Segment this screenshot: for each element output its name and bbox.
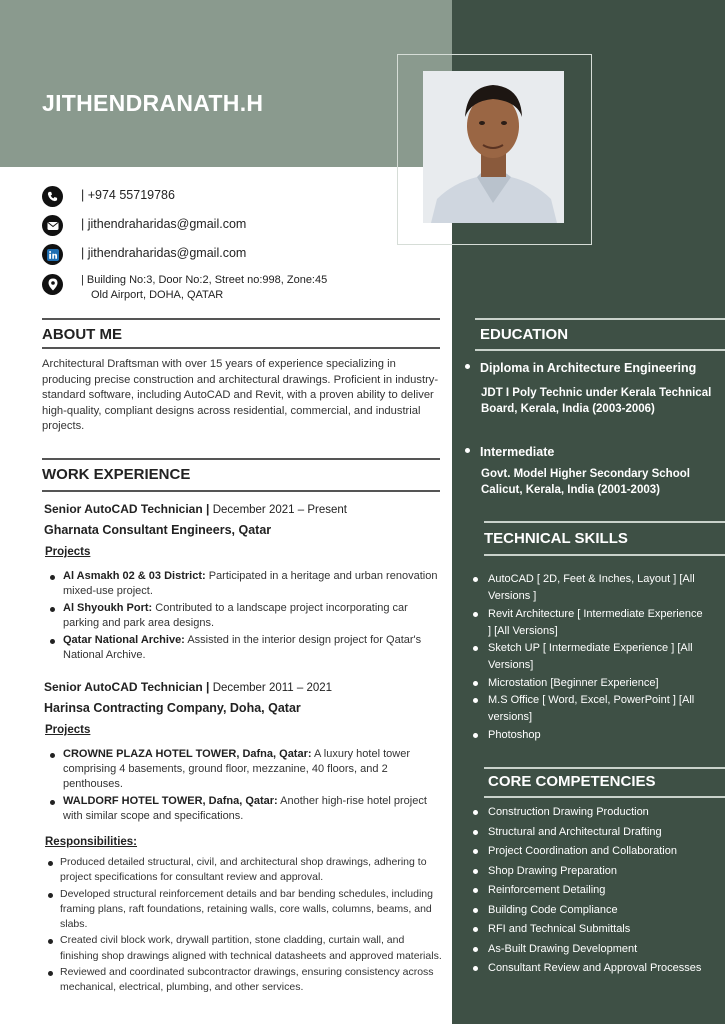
- phone-text: | +974 55719786: [81, 188, 175, 202]
- job-title: [44, 502, 347, 516]
- list-item: [44, 747, 446, 792]
- job-role: Senior AutoCAD Technician |: [44, 502, 210, 516]
- address-line-1: | Building No:3, Door No:2, Street no:998, Zone:45: [81, 274, 328, 286]
- project-name: Al Shyoukh Port:: [63, 602, 153, 614]
- education-details: Govt. Model Higher Secondary School Calicut, Kerala, India (2001-2003): [481, 468, 690, 496]
- phone-icon: [42, 186, 63, 207]
- education-title: EDUCATION: [480, 326, 569, 343]
- list-item: Project Coordination and Collaboration: [471, 842, 706, 862]
- list-item: Developed structural reinforcement details and bar bending schedules, including framing plans, raft foundations, retaining walls, core walls, columns, beams, and slabs.: [45, 887, 445, 933]
- divider: [484, 554, 725, 556]
- divider: [484, 767, 725, 769]
- projects-label: Projects: [45, 724, 91, 736]
- divider: [475, 349, 725, 351]
- address-text: [81, 273, 327, 303]
- divider: [484, 796, 725, 798]
- list-item: Produced detailed structural, civil, and architectural shop drawings, adhering to project specifications for consultant review and approval.: [45, 855, 445, 886]
- candidate-name: JITHENDRANATH.H: [42, 90, 264, 116]
- job-role: Senior AutoCAD Technician |: [44, 680, 210, 694]
- project-name: CROWNE PLAZA HOTEL TOWER, Dafna, Qatar:: [63, 748, 312, 760]
- work-title: WORK EXPERIENCE: [42, 466, 191, 483]
- project-desc: Assisted in the interior design project for Qatar's National Archive.: [63, 634, 422, 661]
- list-item: RFI and Technical Submittals: [471, 920, 706, 940]
- list-item: Sketch UP [ Intermediate Experience ] [All Versions]: [471, 640, 706, 675]
- job-company: Gharnata Consultant Engineers, Qatar: [44, 523, 272, 537]
- list-item: M.S Office [ Word, Excel, PowerPoint ] [All versions]: [471, 692, 706, 727]
- list-item: Shop Drawing Preparation: [471, 862, 706, 882]
- list-item: As-Built Drawing Development: [471, 940, 706, 960]
- list-item: Photoshop: [471, 727, 706, 744]
- list-item: Reinforcement Detailing: [471, 881, 706, 901]
- project-desc: Another high-rise hotel project with similar scope and specifications.: [63, 795, 427, 822]
- divider: [42, 458, 440, 460]
- competencies-title: CORE COMPETENCIES: [488, 773, 656, 790]
- linkedin-text[interactable]: | jithendraharidas@gmail.com: [81, 246, 247, 260]
- location-pin-icon: [42, 274, 63, 295]
- skills-list: [471, 571, 706, 744]
- education-degree: Diploma in Architecture Engineering: [465, 361, 696, 375]
- job-date: December 2021 – Present: [212, 504, 347, 516]
- profile-photo: [423, 71, 564, 223]
- email-icon: [42, 215, 63, 236]
- list-item: [44, 633, 442, 663]
- list-item: Microstation [Beginner Experience]: [471, 675, 706, 692]
- divider: [475, 318, 725, 320]
- education-details: JDT I Poly Technic under Kerala Technical Board, Kerala, India (2003-2006): [481, 387, 712, 415]
- header-band: [0, 0, 452, 167]
- projects-list: [44, 747, 446, 826]
- divider: [42, 490, 440, 492]
- email-text[interactable]: | jithendraharidas@gmail.com: [81, 217, 247, 231]
- job-company: Harinsa Contracting Company, Doha, Qatar: [44, 701, 301, 715]
- project-name: Al Asmakh 02 & 03 District:: [63, 570, 206, 582]
- list-item: AutoCAD [ 2D, Feet & Inches, Layout ] [All Versions ]: [471, 571, 706, 606]
- list-item: Structural and Architectural Drafting: [471, 823, 706, 843]
- list-item: Created civil block work, drywall partition, stone cladding, curtain wall, and finishing shop drawings aligned with technical datasheets and approved materials.: [45, 933, 445, 964]
- divider: [42, 318, 440, 320]
- list-item: [44, 601, 442, 631]
- competencies-list: [471, 803, 706, 979]
- project-name: WALDORF HOTEL TOWER, Dafna, Qatar:: [63, 795, 278, 807]
- education-degree: Intermediate: [465, 445, 554, 459]
- list-item: Reviewed and coordinated subcontractor drawings, ensuring consistency across mechanical, electrical, plumbing, and other services.: [45, 965, 445, 996]
- responsibilities-list: [45, 855, 445, 997]
- project-desc: Participated in a heritage and urban renovation mixed-use project.: [63, 570, 438, 597]
- project-desc: Contributed to a landscape project incorporating car parking and park area designs.: [63, 602, 408, 629]
- about-title: ABOUT ME: [42, 326, 122, 343]
- skills-title: TECHNICAL SKILLS: [484, 530, 628, 547]
- job-date: December 2011 – 2021: [212, 682, 333, 694]
- list-item: Consultant Review and Approval Processes: [471, 959, 706, 979]
- about-text: Architectural Draftsman with over 15 years of experience specializing in producing precise construction and architectural drawings. Proficient in industry-standard software, including AutoCAD and Revit, with a proven ability to deliver high-quality, compliant designs across residential, commercial, and industrial projects.: [42, 358, 439, 432]
- linkedin-icon: [42, 244, 63, 265]
- job-title: [44, 680, 332, 694]
- list-item: Building Code Compliance: [471, 901, 706, 921]
- project-name: Qatar National Archive:: [63, 634, 185, 646]
- list-item: [44, 569, 442, 599]
- list-item: Revit Architecture [ Intermediate Experience ] [All Versions]: [471, 606, 706, 641]
- address-line-2: Old Airport, DOHA, QATAR: [91, 289, 224, 301]
- list-item: Construction Drawing Production: [471, 803, 706, 823]
- list-item: [44, 794, 446, 824]
- divider: [42, 347, 440, 349]
- responsibilities-label: Responsibilities:: [45, 836, 138, 848]
- projects-label: Projects: [45, 546, 91, 558]
- projects-list: [44, 569, 442, 665]
- project-desc: A luxury hotel tower comprising 4 basements, ground floor, mezzanine, 40 floors, and 2 penthouses.: [63, 748, 410, 790]
- divider: [484, 521, 725, 523]
